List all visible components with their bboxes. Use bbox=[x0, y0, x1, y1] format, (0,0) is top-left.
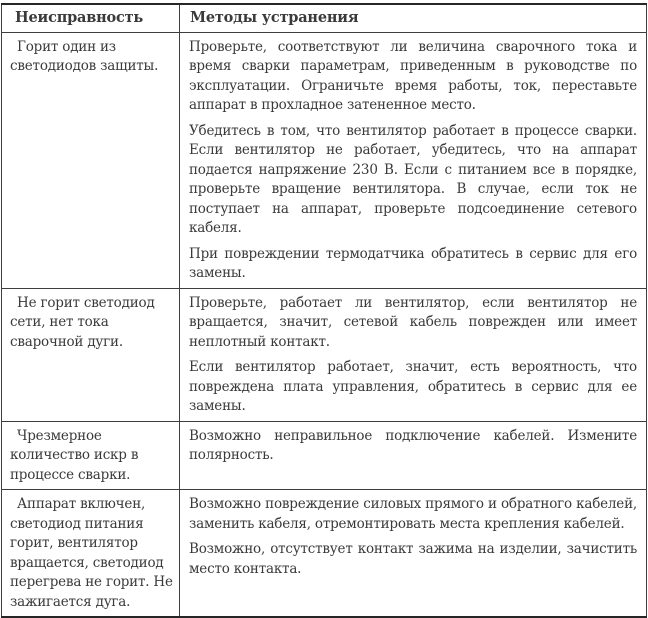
fault-cell bbox=[2, 490, 180, 618]
remedies-cell bbox=[180, 288, 647, 421]
remedy-paragraph: Убедитесь в том, что вентилятор работает в процессе сварки. Если вентилятор не работает, убедитесь, что на аппарат подается напряжение 230 В. Если с питанием все в порядке, проверьте вращение вентилятора. В случае, если ток не поступает на аппарат, проверьте подсоединение сетевого кабеля. bbox=[189, 122, 637, 236]
column-header-fault: Неисправность bbox=[2, 4, 180, 32]
fault-text: Горит один из светодиодов защиты. bbox=[10, 38, 159, 74]
remedy-paragraph: Возможно повреждение силовых прямого и обратного кабелей, заменить кабеля, отремонтировать места крепления кабелей. bbox=[189, 496, 637, 532]
remedy-paragraph: Возможно неправильное подключение кабелей. Измените полярность. bbox=[189, 427, 637, 463]
table-row bbox=[2, 288, 647, 421]
table-body bbox=[2, 32, 647, 617]
remedy-paragraph: При повреждении термодатчика обратитесь в сервис для его замены. bbox=[189, 245, 637, 281]
remedy-paragraph: Возможно, отсутствует контакт зажима на изделии, зачистить место контакта. bbox=[189, 541, 637, 577]
fault-cell bbox=[2, 288, 180, 421]
remedy-paragraph: Если вентилятор работает, значит, есть вероятность, что повреждена плата управления, обратитесь в сервис для ее замены. bbox=[189, 359, 637, 414]
remedies-cell bbox=[180, 32, 647, 288]
table-row bbox=[2, 421, 647, 490]
fault-text: Чрезмерное количество искр в процессе сварки. bbox=[10, 427, 139, 483]
remedy-paragraph: Проверьте, соответствуют ли величина сварочного тока и время сварки параметрам, приведенным в руководстве по эксплуатации. Ограничьте время работы, ток, переставьте аппарат в прохладное затененное место. bbox=[189, 38, 637, 113]
remedies-cell bbox=[180, 490, 647, 618]
remedy-paragraph: Проверьте, работает ли вентилятор, если вентилятор не вращается, значит, сетевой кабель поврежден или имеет неплотный контакт. bbox=[189, 294, 637, 350]
table-row bbox=[2, 490, 647, 618]
fault-text: Аппарат включен, светодиод питания горит, вентилятор вращается, светодиод перегрева не горит. Не зажигается дуга. bbox=[10, 496, 173, 610]
column-header-remedies: Методы устранения bbox=[180, 4, 647, 32]
fault-cell bbox=[2, 32, 180, 288]
fault-text: Не горит светодиод сети, нет тока сварочной дуги. bbox=[10, 294, 155, 350]
header-row bbox=[2, 4, 647, 32]
troubleshooting-table bbox=[1, 3, 647, 618]
fault-cell bbox=[2, 421, 180, 490]
remedies-cell bbox=[180, 421, 647, 490]
table-row bbox=[2, 32, 647, 288]
